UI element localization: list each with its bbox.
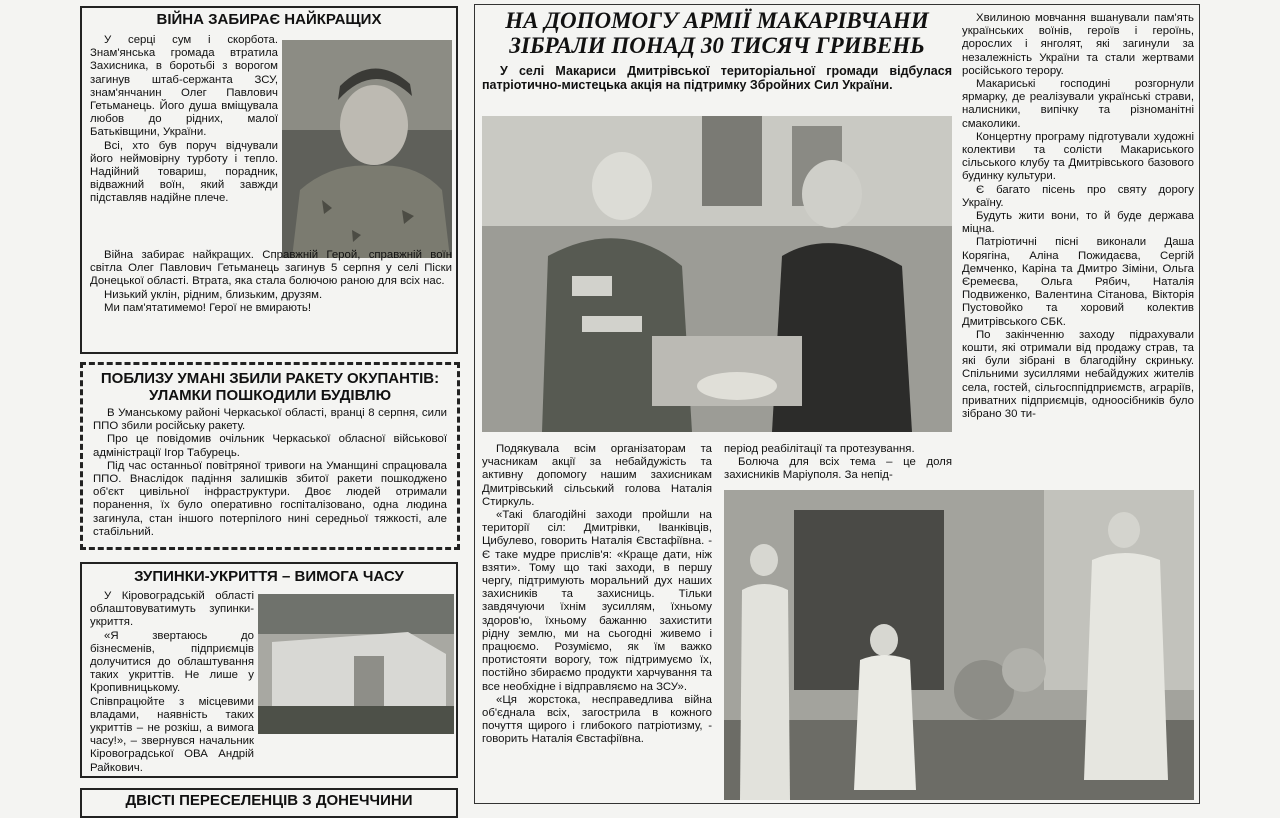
article-title-uman: ПОБЛИЗУ УМАНІ ЗБИЛИ РАКЕТУ ОКУПАНТІВ: УЛАМКИ ПОШКОДИЛИ БУДІВЛЮ xyxy=(100,370,440,404)
uman-paragraph-3: Під час останньої повітряної тривоги на Уманщині спрацювала ППО. Внаслідок падіння залишків збитої ракети пошкоджено об'єкт цивільної інфраструктури. Двоє людей отримали поранення, їх було оперативно госпіталізовано, одна людина загинула, стан іншого потерпілого нині середньої тяжкості, але стабільний. xyxy=(93,459,447,538)
fair-market-drawing xyxy=(482,116,952,432)
soldier-portrait-drawing xyxy=(282,40,452,258)
hero-paragraph-4: Низький уклін, рідним, близьким, друзям. xyxy=(104,288,323,301)
soldier-portrait-photo xyxy=(282,40,452,258)
shelters-text-top xyxy=(90,590,254,775)
article-box-displaced xyxy=(80,788,458,818)
hero-text-bottom xyxy=(90,249,452,315)
hero-text-top xyxy=(90,34,278,206)
article-title-hero: ВІЙНА ЗАБИРАЄ НАЙКРАЩИХ xyxy=(156,11,382,28)
shelter-stop-drawing xyxy=(258,594,454,734)
article-box-shelters xyxy=(80,562,458,778)
main-c-paragraph-1: Хвилиною мовчання вшанували пам'ять українських воїнів, героїв і героїнь, дорослих і янголят, які загинули за незалежність України та стали жертвами російського терору. xyxy=(962,12,1194,77)
main-a-paragraph-1: Подякувала всім організаторам та учасникам акції за небайдужість та активну допомогу нашим захисникам Дмитрівський сільський голова Наталія Стиркуль. xyxy=(482,443,712,508)
main-c-paragraph-4: Є багато пісень про святу дорогу Україну. xyxy=(962,183,1194,209)
main-article-lead: У селі Макариси Дмитрівської територіальної громади відбулася патріотично-мистецька акція на підтримку Збройних Сил України. xyxy=(482,64,952,92)
article-box-uman xyxy=(80,362,460,550)
shelters-paragraph-2: «Я звертаюсь до бізнесменів, підприємців долучитися до облаштування таких укриттів. Не лише у Кропивницькому. Співпрацюйте з місцевими владами, наявність таких укриттів – не розкіш, а вимога часу!», – звернувся начальник Кіровоградської ОВА Андрій Райкович. xyxy=(90,629,254,774)
article-title-shelters: ЗУПИНКИ-УКРИТТЯ – ВИМОГА ЧАСУ xyxy=(134,568,404,585)
main-a-paragraph-2: «Такі благодійні заходи пройшли на території сіл: Дмитрівки, Іванківців, Цибулево, говорить Наталія Євстафіївна. - Є таке мудре прислів'я: «Краще дати, ніж взяти». Тому що такі заходи, в першу чергу, підтримують моральний дух наших захисників та захисниць. Тільки завдячуючи їхнім зусиллям, їхньому здоров'ю, їхньому бажанню захистити рідну землю, ми на сьогодні живемо і працюємо. Розуміємо, як їм важко протистояти ворогу, тож підтримуємо їх, постійно збираємо продукти харчування та все необхідне і відправляємо на ЗСУ». xyxy=(482,509,712,693)
main-column-b xyxy=(724,443,952,483)
main-a-paragraph-3: «Ця жорстока, несправедлива війна об'єднала всіх, загострила в кожного почуття щирого і глибокого патріотизму, - говорить Наталія Євстафіївна. xyxy=(482,693,712,746)
main-c-paragraph-5: Будуть жити вони, то й буде держава міцна. xyxy=(962,210,1194,236)
main-column-c xyxy=(962,12,1194,488)
main-c-paragraph-6: Патріотичні пісні виконали Даша Корягіна, Аліна Пожидаєва, Сергій Демченко, Каріна та Дмитро Зіміни, Ольга Єремеєва, Ольга Рябич, Наталія Подвиженко, Валентина Сітанова, Вікторія Пустовойко та хоровий колектив Дмитрівського СБК. xyxy=(962,236,1194,328)
article-title-displaced: ДВІСТІ ПЕРЕСЕЛЕНЦІВ З ДОНЕЧЧИНИ xyxy=(125,792,413,809)
main-b-paragraph-1: період реабілітації та протезування. xyxy=(724,443,915,455)
article-box-hero xyxy=(80,6,458,354)
hero-paragraph-5: Ми пам'ятатимемо! Герої не вмирають! xyxy=(104,301,312,314)
uman-text xyxy=(93,407,447,539)
concert-singers-drawing xyxy=(724,490,1194,800)
hero-paragraph-2: Всі, хто був поруч відчували його неймовірну турботу і тепло. Надійний товариш, порадник, відважний воїн, який завжди підставляв надійне плече. xyxy=(90,139,278,205)
hero-paragraph-1: У серці сум і скорбота. Знам'янська громада втратила Захисника, в боротьбі з ворогом загинув штаб-сержанта ЗСУ, знам'янчанин Олег Павлович Гетьманець. Його душа вміщувала любов до рідних, малої Батьківщини, України. xyxy=(90,34,278,139)
main-c-paragraph-3: Концертну програму підготували художні колективи та солісти Макариського сільського клубу та Дмитрівського базового будинку культури. xyxy=(962,130,1194,183)
main-c-paragraph-2: Макариські господині розгорнули ярмарку, де реалізували українські страви, налисники, випічку та різноманітні смаколики. xyxy=(962,78,1194,130)
main-c-paragraph-7: По закінченню заходу підрахували кошти, які отримали від продажу страв, та які були зібрані в благодійну скриньку. Спільними зусиллями небайдужих жителів села, гостей, сільгосппідприємств, аграріїв, приватних підприємців, одноосібників було зібрано 30 ти- xyxy=(962,328,1194,421)
shelter-stop-photo xyxy=(258,594,454,734)
main-b-paragraph-2: Болюча для всіх тема – це доля захисників Маріуполя. За непід- xyxy=(724,456,952,482)
hero-paragraph-3: Війна забирає найкращих. Справжній Герой, справжній воїн світла Олег Павлович Гетьманець загинув 5 серпня у селі Піски Донецької області. Втрата, яка стала болючою раною для всіх нас. xyxy=(90,249,452,288)
main-article-title: НА ДОПОМОГУ АРМІЇ МАКАРІВЧАНИ ЗІБРАЛИ ПОНАД 30 ТИСЯЧ ГРИВЕНЬ xyxy=(505,8,929,58)
uman-paragraph-2: Про це повідомив очільник Черкаської обласної військової адміністрації Ігор Табурець. xyxy=(93,433,447,459)
concert-singers-photo xyxy=(724,490,1194,800)
fair-market-photo xyxy=(482,116,952,432)
main-column-a xyxy=(482,443,712,747)
uman-paragraph-1: В Уманському районі Черкаської області, вранці 8 серпня, сили ППО збили російську ракету. xyxy=(93,407,447,433)
shelters-paragraph-1: У Кіровоградській області облаштовуватимуть зупинки-укриття. xyxy=(90,590,254,629)
